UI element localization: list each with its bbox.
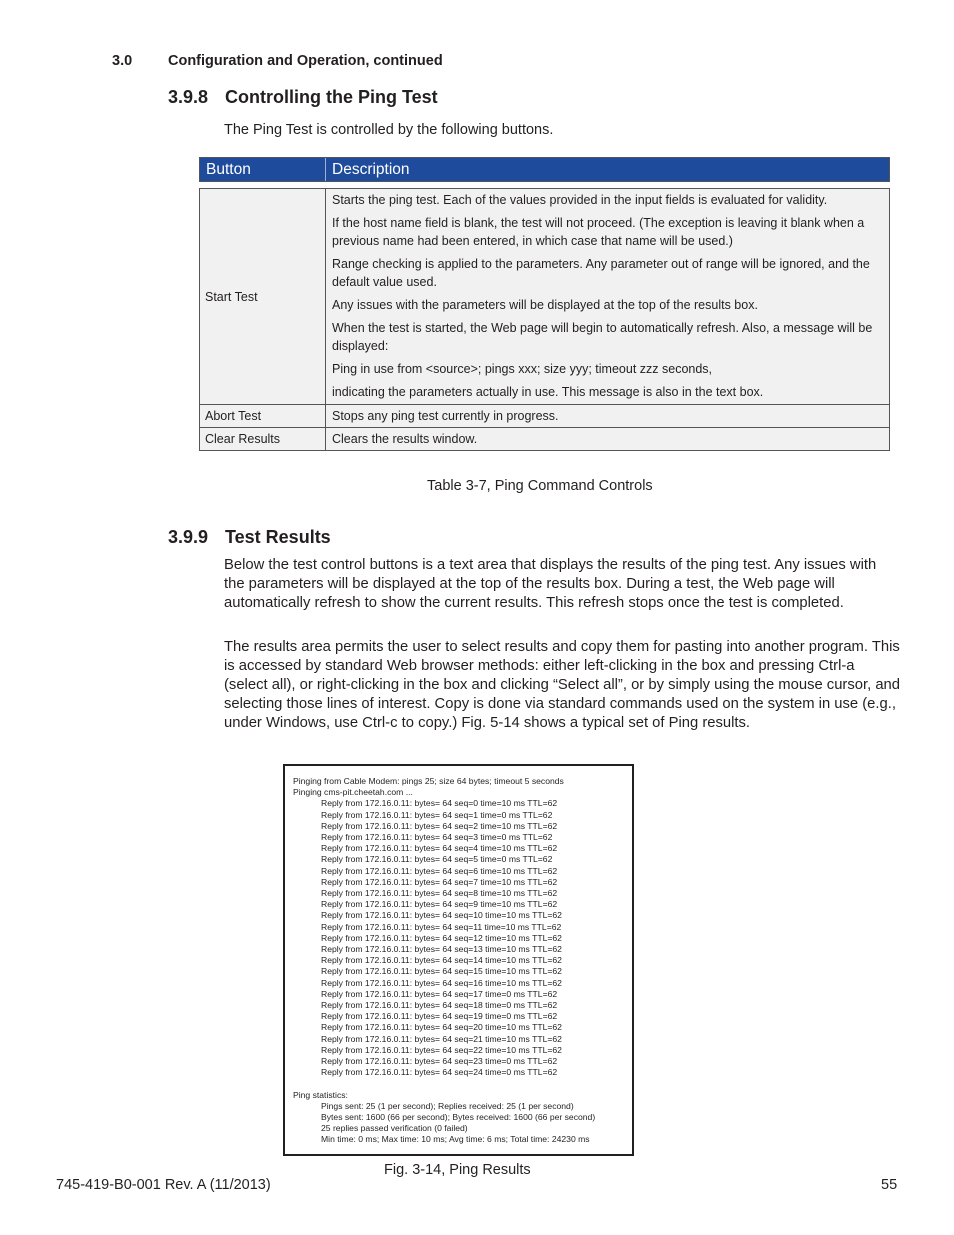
description-line: Range checking is applied to the parameters. Any parameter out of range will be ignored, and the default value used.	[332, 257, 870, 289]
table-header	[199, 157, 890, 182]
stats-line: 25 replies passed verification (0 failed)	[321, 1123, 468, 1134]
cell-button: Start Test	[200, 189, 326, 404]
reply-line: Reply from 172.16.0.11: bytes= 64 seq=8 time=10 ms TTL=62	[321, 888, 558, 899]
reply-line: Reply from 172.16.0.11: bytes= 64 seq=0 time=10 ms TTL=62	[321, 798, 558, 809]
footer-doc-id: 745-419-B0-001 Rev. A (11/2013)	[56, 1177, 271, 1193]
header-description: Description	[332, 161, 410, 178]
reply-line: Reply from 172.16.0.11: bytes= 64 seq=15 time=10 ms TTL=62	[321, 966, 562, 977]
reply-line: Reply from 172.16.0.11: bytes= 64 seq=14 time=10 ms TTL=62	[321, 955, 562, 966]
reply-line: Reply from 172.16.0.11: bytes= 64 seq=24 time=0 ms TTL=62	[321, 1067, 558, 1078]
reply-line: Reply from 172.16.0.11: bytes= 64 seq=18 time=0 ms TTL=62	[321, 1000, 558, 1011]
reply-line: Reply from 172.16.0.11: bytes= 64 seq=4 time=10 ms TTL=62	[321, 843, 558, 854]
reply-line: Reply from 172.16.0.11: bytes= 64 seq=1 time=0 ms TTL=62	[321, 809, 553, 820]
description-line: If the host name field is blank, the test will not proceed. (The exception is leaving it blank when a previous name had been entered, in which case that name will be used.)	[332, 216, 865, 248]
reply-line: Reply from 172.16.0.11: bytes= 64 seq=9 time=10 ms TTL=62	[321, 899, 558, 910]
intro-text: The Ping Test is controlled by the following buttons.	[224, 122, 554, 138]
ping-results-box[interactable]	[283, 764, 634, 1156]
table-row-clear-results	[200, 427, 889, 450]
cell-button: Abort Test	[200, 405, 326, 427]
heading-title: Controlling the Ping Test	[225, 87, 438, 107]
page-number: 55	[881, 1177, 898, 1193]
description-line: indicating the parameters actually in use. This message is also in the text box.	[332, 385, 764, 399]
stats-line: Min time: 0 ms; Max time: 10 ms; Avg time: 6 ms; Total time: 24230 ms	[321, 1134, 590, 1145]
reply-line: Reply from 172.16.0.11: bytes= 64 seq=2 time=10 ms TTL=62	[321, 820, 558, 831]
reply-line: Reply from 172.16.0.11: bytes= 64 seq=12 time=10 ms TTL=62	[321, 932, 562, 943]
heading-test-results	[168, 527, 331, 548]
table-row-start-test	[200, 189, 889, 404]
reply-line: Reply from 172.16.0.11: bytes= 64 seq=19 time=0 ms TTL=62	[321, 1011, 558, 1022]
results-header-line: Pinging cms-pit.cheetah.com ...	[293, 787, 413, 798]
paragraph: The results area permits the user to select results and copy them for pasting into another program. This is accessed by standard Web browser methods: either left-clicking in the box and pressing Ctrl-a (select all), or right-clicking in the box and clicking “Select all”, or by simply using the mouse cursor, and selecting those lines of interest. Copy is done via standard commands used on the system in use (e.g., under Windows, use Ctrl-c to copy.) Fig. 5-14 shows a typical set of Ping results.	[224, 639, 901, 731]
figure-caption: Fig. 3-14, Ping Results	[384, 1162, 531, 1178]
heading-number: 3.9.8	[168, 87, 209, 107]
table-row-abort-test	[200, 404, 889, 427]
description-line: Starts the ping test. Each of the values provided in the input fields is evaluated for validity.	[332, 193, 828, 207]
reply-line: Reply from 172.16.0.11: bytes= 64 seq=7 time=10 ms TTL=62	[321, 876, 558, 887]
description-line: When the test is started, the Web page will begin to automatically refresh. Also, a message will be displayed:	[332, 321, 873, 353]
reply-list	[293, 798, 632, 1078]
stats-title: Ping statistics:	[293, 1089, 348, 1100]
heading-controlling-ping-test	[168, 87, 438, 108]
reply-line: Reply from 172.16.0.11: bytes= 64 seq=21 time=10 ms TTL=62	[321, 1033, 562, 1044]
description-line: Any issues with the parameters will be displayed at the top of the results box.	[332, 298, 758, 312]
reply-line: Reply from 172.16.0.11: bytes= 64 seq=6 time=10 ms TTL=62	[321, 865, 558, 876]
reply-line: Reply from 172.16.0.11: bytes= 64 seq=13 time=10 ms TTL=62	[321, 944, 562, 955]
section-number: 3.0	[112, 53, 133, 69]
reply-line: Reply from 172.16.0.11: bytes= 64 seq=20 time=10 ms TTL=62	[321, 1022, 562, 1033]
stats-line: Bytes sent: 1600 (66 per second); Bytes received: 1600 (66 per second)	[321, 1112, 596, 1123]
heading-number: 3.9.9	[168, 527, 209, 547]
header-button: Button	[200, 158, 326, 181]
cell-description	[326, 189, 889, 404]
reply-line: Reply from 172.16.0.11: bytes= 64 seq=22 time=10 ms TTL=62	[321, 1044, 562, 1055]
reply-line: Reply from 172.16.0.11: bytes= 64 seq=10 time=10 ms TTL=62	[321, 910, 562, 921]
ping-controls-table	[199, 188, 890, 451]
paragraph: Below the test control buttons is a text area that displays the results of the ping test. Any issues with the parameters will be displayed at the top of the results box. During a test, the Web page will automatically refresh to show the current results. This refresh stops once the test is completed.	[224, 557, 877, 611]
reply-line: Reply from 172.16.0.11: bytes= 64 seq=3 time=0 ms TTL=62	[321, 832, 553, 843]
section-header	[112, 53, 443, 69]
table-caption: Table 3-7, Ping Command Controls	[427, 478, 653, 494]
cell-button: Clear Results	[200, 428, 326, 450]
reply-line: Reply from 172.16.0.11: bytes= 64 seq=11 time=10 ms TTL=62	[321, 921, 562, 932]
reply-line: Reply from 172.16.0.11: bytes= 64 seq=16 time=10 ms TTL=62	[321, 977, 562, 988]
cell-description: Clears the results window.	[332, 432, 478, 446]
reply-line: Reply from 172.16.0.11: bytes= 64 seq=23 time=0 ms TTL=62	[321, 1056, 558, 1067]
cell-description: Stops any ping test currently in progress.	[332, 409, 559, 423]
description-line: Ping in use from <source>; pings xxx; size yyy; timeout zzz seconds,	[332, 362, 713, 376]
heading-title: Test Results	[225, 527, 331, 547]
reply-line: Reply from 172.16.0.11: bytes= 64 seq=17 time=0 ms TTL=62	[321, 988, 558, 999]
section-title: Configuration and Operation, continued	[168, 53, 443, 69]
reply-line: Reply from 172.16.0.11: bytes= 64 seq=5 time=0 ms TTL=62	[321, 854, 553, 865]
stats-line: Pings sent: 25 (1 per second); Replies received: 25 (1 per second)	[321, 1100, 574, 1111]
results-header-line: Pinging from Cable Modem: pings 25; size 64 bytes; timeout 5 seconds	[293, 776, 564, 786]
